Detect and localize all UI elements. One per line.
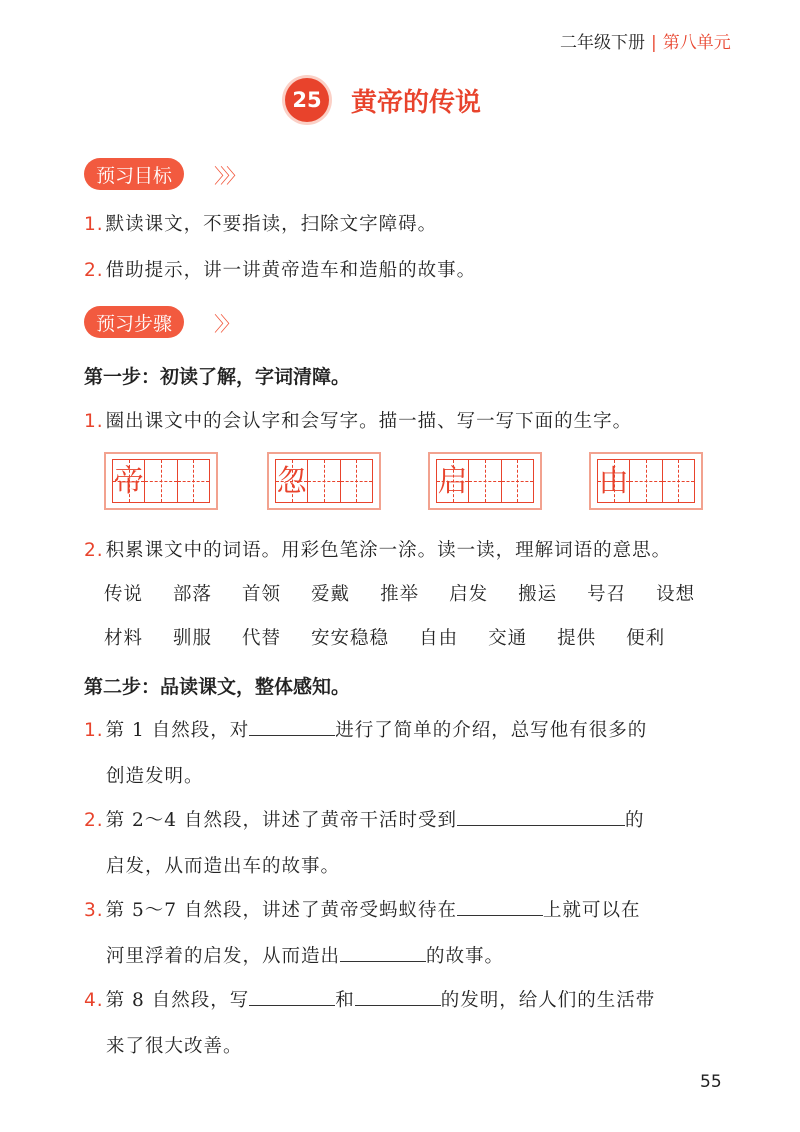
step1-title: 第一步：初读了解，字词清障。 (84, 366, 351, 388)
vocab-word[interactable]: 号召 (587, 584, 627, 605)
model-character: 忽 (276, 464, 307, 499)
answer-blank[interactable] (457, 899, 543, 916)
practice-cell[interactable] (145, 460, 177, 502)
vocab-word[interactable]: 交通 (488, 628, 528, 649)
vocab-word[interactable]: 提供 (557, 628, 597, 649)
vocab-word[interactable]: 推举 (380, 584, 420, 605)
vocab-word[interactable]: 启发 (449, 584, 489, 605)
chevrons-icon: 〉〉〉 (214, 164, 242, 188)
vocab-word[interactable]: 材料 (104, 628, 144, 649)
vocab-word[interactable]: 安安稳稳 (311, 628, 390, 649)
step2-question-2: 2. 第 2～4 自然段，讲述了黄帝干活时受到 的 (84, 810, 645, 831)
lesson-title-row (285, 78, 481, 122)
step2-question-3-cont: 河里浮着的启发，从而造出 的故事。 (106, 946, 505, 967)
vocab-word[interactable]: 自由 (419, 628, 459, 649)
practice-cell[interactable] (630, 460, 662, 502)
vocab-word[interactable]: 部落 (173, 584, 213, 605)
model-character: 帝 (113, 464, 144, 499)
answer-blank[interactable] (249, 719, 335, 736)
practice-cell[interactable] (308, 460, 340, 502)
step2-question-4: 4. 第 8 自然段，写 和 的发明，给人们的生活带 (84, 990, 656, 1011)
section-steps-heading: 预习步骤 (84, 306, 184, 338)
step2-question-1: 1. 第 1 自然段，对 进行了简单的介绍，总写他有很多的 (84, 720, 648, 741)
page-header (560, 28, 731, 53)
vocab-word[interactable]: 设想 (656, 584, 696, 605)
answer-blank[interactable] (457, 809, 625, 826)
practice-cell[interactable] (502, 460, 533, 502)
answer-blank[interactable] (355, 989, 441, 1006)
vocab-word[interactable]: 代替 (242, 628, 282, 649)
step2-question-1-cont: 创造发明。 (106, 766, 204, 787)
step2-question-3: 3. 第 5～7 自然段，讲述了黄帝受蚂蚁待在 上就可以在 (84, 900, 641, 921)
model-character: 由 (598, 464, 629, 499)
word-list-row-2 (104, 624, 695, 650)
step1-question-1: 1. 圈出课文中的会认字和会写字。描一描、写一写下面的生字。 (84, 411, 633, 432)
lesson-number-badge: 25 (285, 78, 329, 122)
step1-question-2: 2. 积累课文中的词语。用彩色笔涂一涂。读一读，理解词语的意思。 (84, 540, 672, 561)
vocab-word[interactable]: 驯服 (173, 628, 213, 649)
vocab-word[interactable]: 爱戴 (311, 584, 351, 605)
model-character: 启 (437, 464, 468, 499)
vocab-word[interactable]: 传说 (104, 584, 144, 605)
lesson-title: 黄帝的传说 (351, 87, 482, 118)
page-number: 55 (700, 1072, 722, 1092)
chevrons-icon: 〉〉 (214, 312, 236, 336)
step2-question-4-cont: 来了很大改善。 (106, 1036, 243, 1057)
section-goals-heading: 预习目标 (84, 158, 184, 190)
word-list-row-1 (104, 580, 725, 606)
practice-cell[interactable] (663, 460, 694, 502)
writing-grid[interactable] (267, 452, 381, 510)
practice-cell[interactable] (178, 460, 209, 502)
step2-title: 第二步：品读课文，整体感知。 (84, 676, 351, 698)
practice-cell[interactable] (341, 460, 372, 502)
step2-question-2-cont: 启发，从而造出车的故事。 (106, 856, 341, 877)
vocab-word[interactable]: 首领 (242, 584, 282, 605)
goal-item-1: 1. 默读课文，不要指读，扫除文字障碍。 (84, 214, 438, 235)
writing-grid[interactable] (104, 452, 218, 510)
practice-cell[interactable] (469, 460, 501, 502)
answer-blank[interactable] (249, 989, 335, 1006)
answer-blank[interactable] (340, 945, 426, 962)
header-separator: | (651, 33, 657, 53)
writing-grid[interactable] (589, 452, 703, 510)
vocab-word[interactable]: 搬运 (518, 584, 558, 605)
goal-item-2: 2. 借助提示，讲一讲黄帝造车和造船的故事。 (84, 260, 477, 281)
unit-label: 第八单元 (662, 33, 731, 53)
writing-grid[interactable] (428, 452, 542, 510)
grade-label: 二年级下册 (560, 33, 645, 53)
vocab-word[interactable]: 便利 (626, 628, 666, 649)
